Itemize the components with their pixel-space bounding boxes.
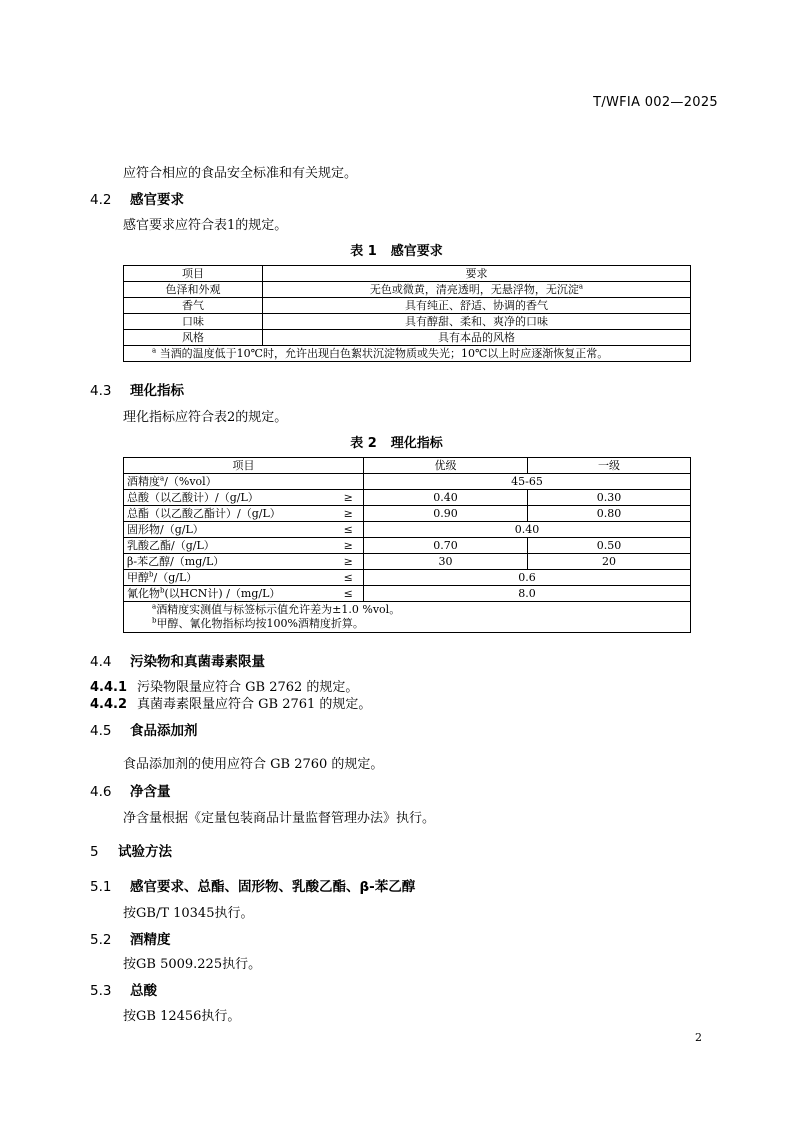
requirement-cell: 具有纯正、舒适、协调的香气 <box>263 298 691 314</box>
table-note-row <box>124 346 691 362</box>
table-title: 理化指标 <box>390 436 443 451</box>
header-cell: 项目 <box>124 458 364 474</box>
clause-number: 4.4.2 <box>90 697 128 712</box>
table-row <box>124 330 691 346</box>
item-cell: 固形物/（g/L） <box>124 522 334 538</box>
section-5-1-text: 按GB/T 10345执行。 <box>123 906 254 921</box>
operator-cell: ≤ <box>334 586 364 602</box>
clause-number: 4.4.1 <box>90 680 128 695</box>
section-5-2-heading <box>90 928 171 948</box>
item-cell: 风格 <box>124 330 263 346</box>
section-number: 4.5 <box>90 723 112 739</box>
section-5-3-text: 按GB 12456执行。 <box>123 1009 241 1024</box>
table-1 <box>123 265 691 362</box>
section-4-3-text: 理化指标应符合表2的规定。 <box>123 410 288 425</box>
table-number: 表 1 <box>350 244 377 259</box>
item-cell: 总酯（以乙酸乙酯计）/（g/L） <box>124 506 334 522</box>
item-cell: 口味 <box>124 314 263 330</box>
operator-cell: ≤ <box>334 570 364 586</box>
item-cell: 色泽和外观 <box>124 282 263 298</box>
header-cell: 优级 <box>364 458 528 474</box>
table-header-row <box>124 458 691 474</box>
operator-cell: ≥ <box>334 506 364 522</box>
section-number: 4.3 <box>90 383 112 399</box>
requirement-cell: 具有本品的风格 <box>263 330 691 346</box>
document-code: T/WFIA 002—2025 <box>593 95 718 110</box>
table-1-caption <box>0 240 793 259</box>
value-cell: 45-65 <box>364 474 691 490</box>
item-cell: 氰化物$^b$(以HCN计) /（mg/L） <box>124 586 334 602</box>
section-number: 5 <box>90 844 99 860</box>
footnote-marker: a <box>578 282 584 291</box>
clause-text: 污染物限量应符合 GB 2762 的规定。 <box>137 680 359 695</box>
section-4-2-text: 感官要求应符合表1的规定。 <box>123 218 288 233</box>
table-row <box>124 570 691 586</box>
section-title: 总酸 <box>130 983 157 999</box>
table-2-caption <box>0 432 793 451</box>
clause-text: 真菌毒素限量应符合 GB 2761 的规定。 <box>137 697 372 712</box>
section-5-heading <box>90 840 172 860</box>
table-header-row <box>124 266 691 282</box>
value-cell: 0.40 <box>364 522 691 538</box>
value-cell: 0.50 <box>528 538 691 554</box>
table-row <box>124 538 691 554</box>
table-note: $^a$ 当酒的温度低于10℃时，允许出现白色絮状沉淀物质或失光；10℃以上时应逐渐恢复正常。 <box>124 346 691 362</box>
table-title: 感官要求 <box>390 244 443 259</box>
operator-cell: ≥ <box>334 538 364 554</box>
section-5-2-text: 按GB 5009.225执行。 <box>123 957 262 972</box>
table-row <box>124 474 691 490</box>
item-cell: 总酸（以乙酸计）/（g/L） <box>124 490 334 506</box>
header-cell: 一级 <box>528 458 691 474</box>
item-cell: 香气 <box>124 298 263 314</box>
table-number: 表 2 <box>350 436 377 451</box>
requirement-cell: 无色或微黄，清亮透明，无悬浮物，无沉淀$^a$ <box>263 282 691 298</box>
item-cell: β-苯乙醇/（mg/L） <box>124 554 334 570</box>
table-notes <box>124 602 691 633</box>
clause-4-4-2 <box>90 693 371 712</box>
requirement-cell: 具有醇甜、柔和、爽净的口味 <box>263 314 691 330</box>
section-number: 5.2 <box>90 932 112 948</box>
section-4-6-text: 净含量根据《定量包装商品计量监督管理办法》执行。 <box>123 811 436 826</box>
section-4-3-heading <box>90 379 184 399</box>
value-cell: 0.6 <box>364 570 691 586</box>
table-row <box>124 314 691 330</box>
value-cell: 0.80 <box>528 506 691 522</box>
item-cell: 甲醇$^b$/（g/L） <box>124 570 334 586</box>
section-title: 理化指标 <box>130 383 184 399</box>
item-cell: 乳酸乙酯/（g/L） <box>124 538 334 554</box>
value-cell: 0.30 <box>528 490 691 506</box>
table-note: $^a$酒精度实测值与标签标示值允许差为±1.0 %vol。 <box>152 602 401 616</box>
value-cell: 0.90 <box>364 506 528 522</box>
section-number: 5.1 <box>90 879 112 895</box>
operator-cell: ≤ <box>334 522 364 538</box>
page-number: 2 <box>695 1031 702 1044</box>
table-row <box>124 282 691 298</box>
table-note-row <box>124 602 691 633</box>
section-4-4-heading <box>90 650 265 670</box>
section-5-3-heading <box>90 979 157 999</box>
header-cell: 项目 <box>124 266 263 282</box>
table-row <box>124 586 691 602</box>
value-cell: 0.70 <box>364 538 528 554</box>
table-row <box>124 506 691 522</box>
section-4-6-heading <box>90 780 171 800</box>
table-row <box>124 522 691 538</box>
section-number: 5.3 <box>90 983 112 999</box>
section-4-2-heading <box>90 188 184 208</box>
table-row <box>124 298 691 314</box>
section-title: 感官要求 <box>130 192 184 208</box>
section-4-5-heading <box>90 719 198 739</box>
section-number: 4.6 <box>90 784 112 800</box>
table-row <box>124 554 691 570</box>
section-number: 4.2 <box>90 192 112 208</box>
section-title: 净含量 <box>130 784 171 800</box>
section-title: 食品添加剂 <box>130 723 198 739</box>
value-cell: 8.0 <box>364 586 691 602</box>
section-4-5-text: 食品添加剂的使用应符合 GB 2760 的规定。 <box>123 757 384 772</box>
operator-cell: ≥ <box>334 490 364 506</box>
table-note: $^b$甲醇、氰化物指标均按100%酒精度折算。 <box>152 616 364 630</box>
value-cell: 0.40 <box>364 490 528 506</box>
item-cell: 酒精度$^a$/（%vol） <box>124 474 334 490</box>
section-title: 酒精度 <box>130 932 171 948</box>
operator-cell: ≥ <box>334 554 364 570</box>
value-cell: 20 <box>528 554 691 570</box>
section-title: 试验方法 <box>118 844 172 860</box>
section-number: 4.4 <box>90 654 112 670</box>
section-title: 污染物和真菌毒素限量 <box>130 654 265 670</box>
section-title: 感官要求、总酯、固形物、乳酸乙酯、β-苯乙醇 <box>130 879 416 895</box>
operator-cell <box>334 474 364 490</box>
intro-paragraph: 应符合相应的食品安全标准和有关规定。 <box>123 166 358 181</box>
table-row <box>124 490 691 506</box>
value-cell: 30 <box>364 554 528 570</box>
section-5-1-heading <box>90 875 415 895</box>
table-2 <box>123 457 691 633</box>
header-cell: 要求 <box>263 266 691 282</box>
